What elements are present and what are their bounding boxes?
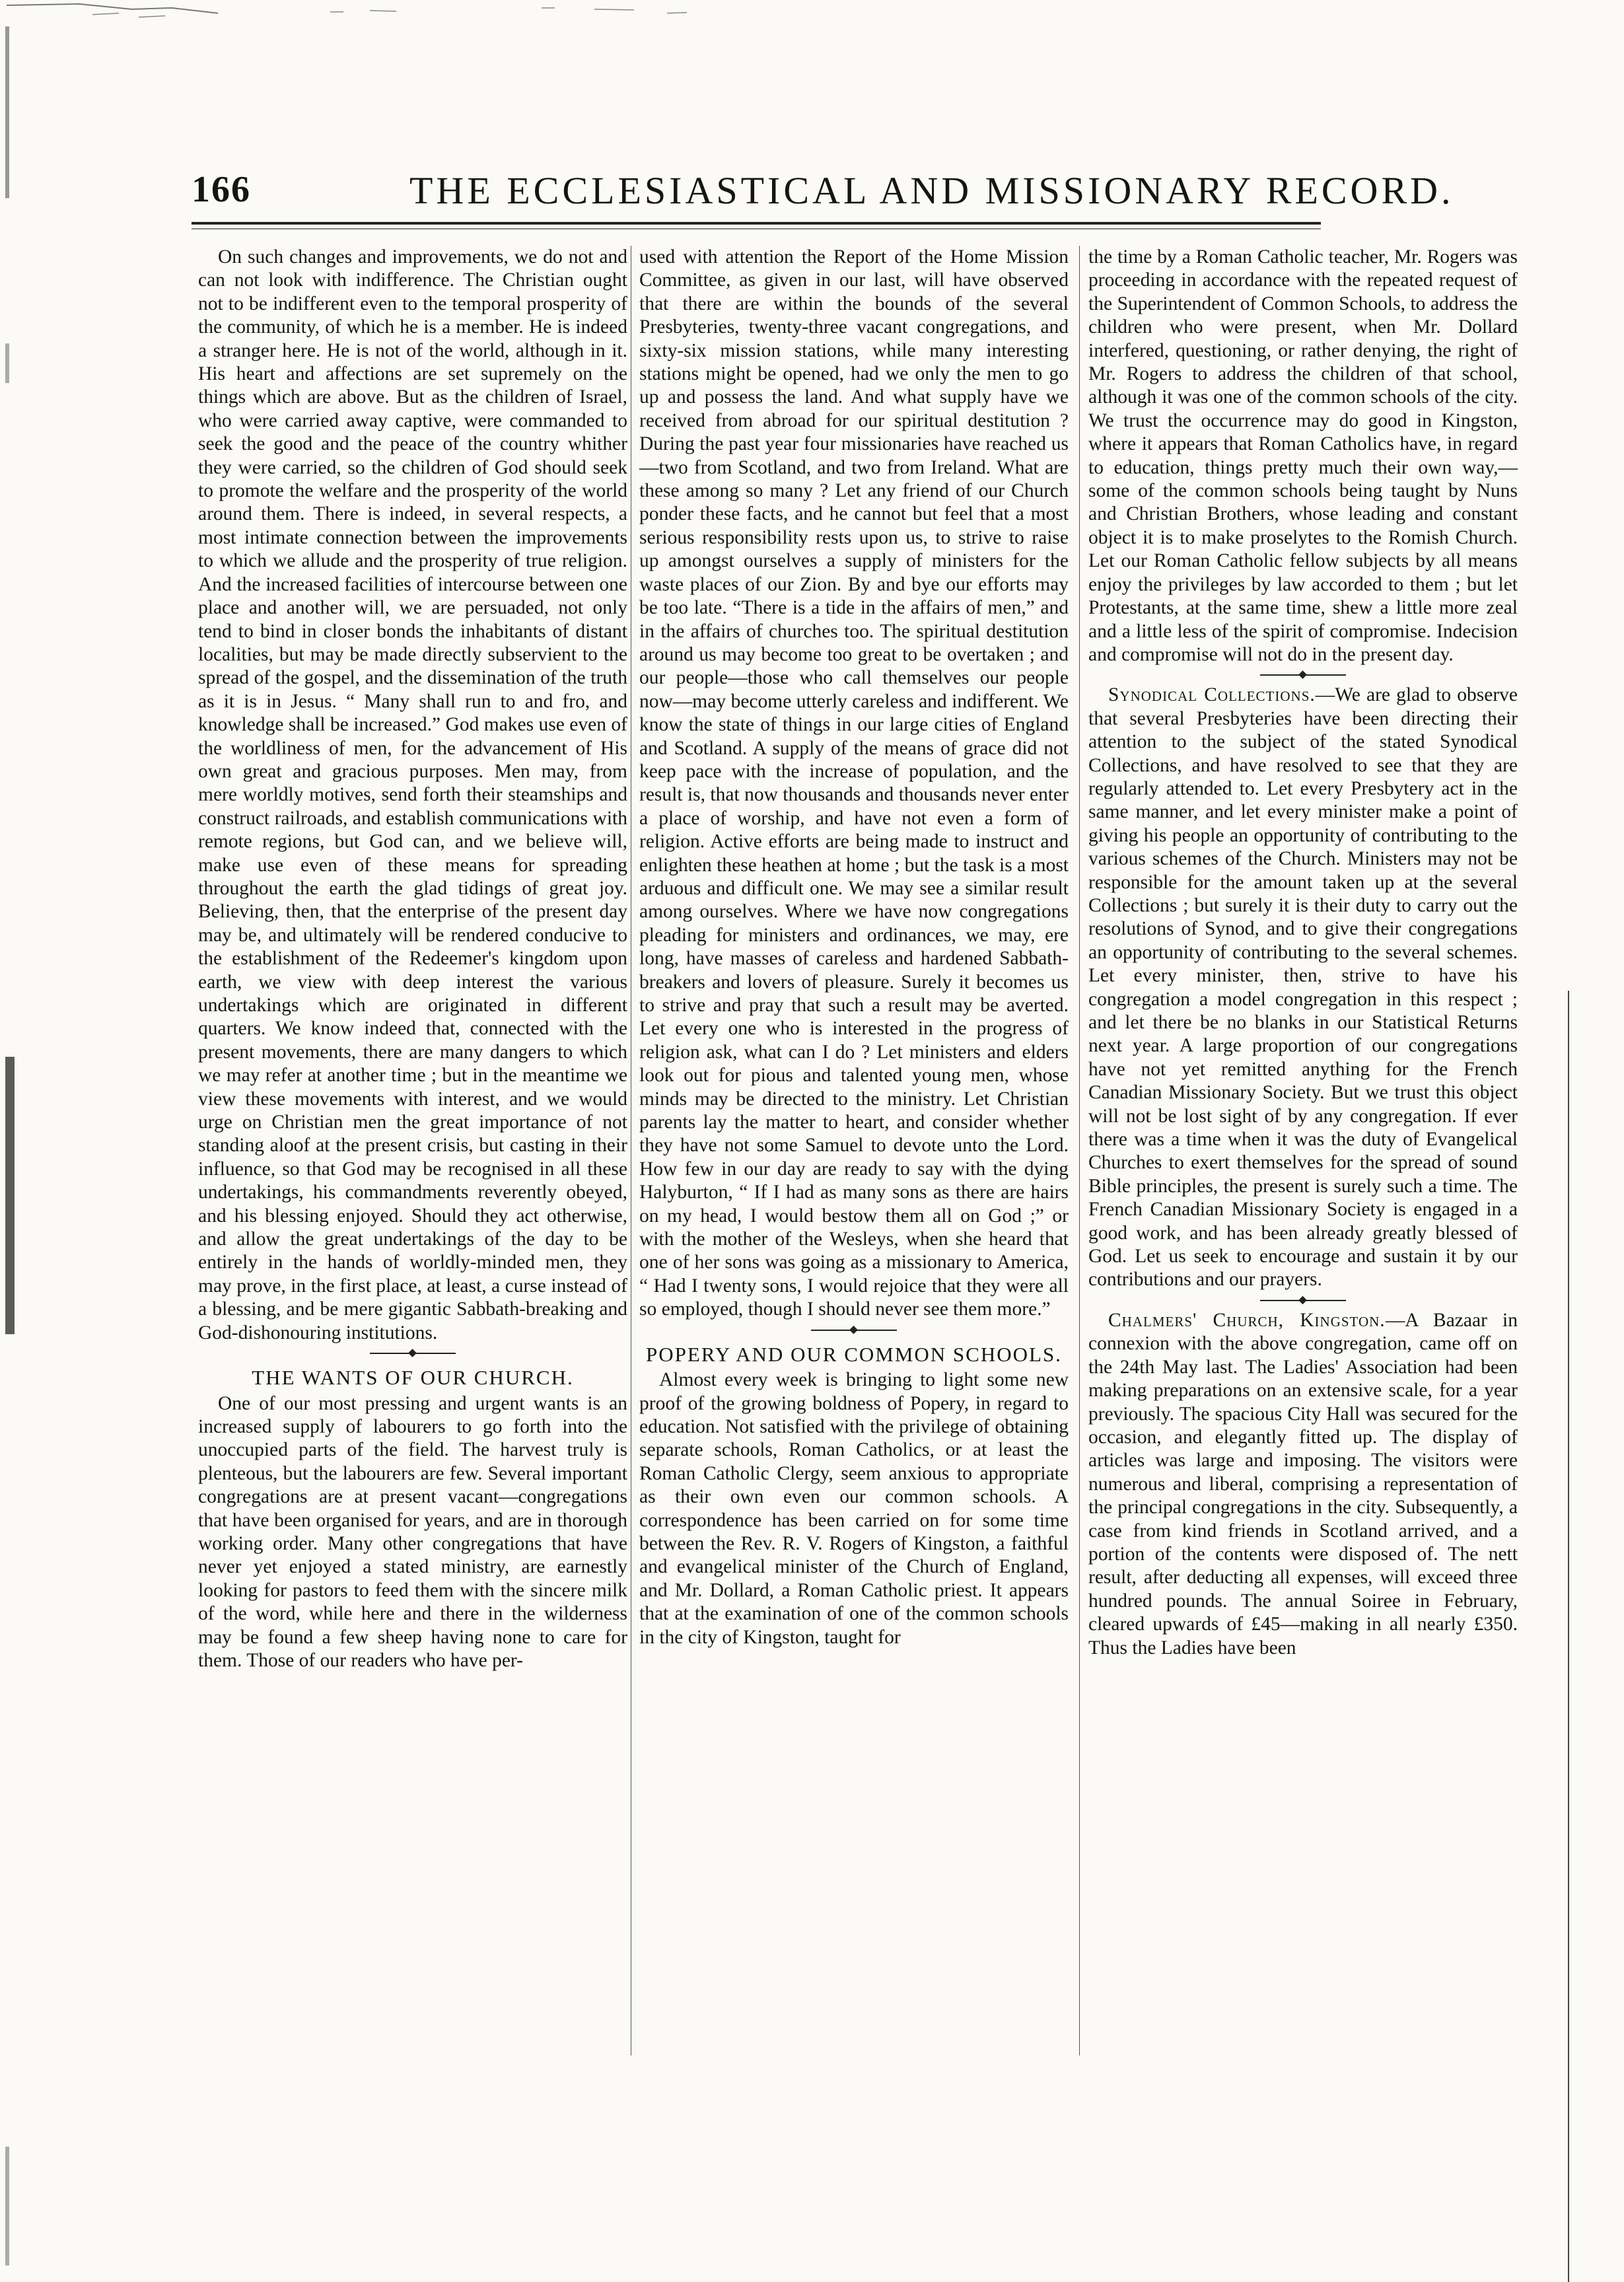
section-title-wants: THE WANTS OF OUR CHURCH. — [252, 1366, 574, 1390]
section-ornament — [1088, 666, 1518, 684]
section-ornament — [639, 1322, 1069, 1339]
article-paragraph: Almost every week is bringing to light some new proof of the growing boldness of Popery, in regard to education. Not satisfied with the privilege of obtaining separate schools, Roman Catholics, or at least the Roman Catholic Clergy, seem anxious to appropriate as their own even our common schools. A correspondence has been carried on for some time between the Rev. R. V. Rogers of Kingston, a faithful and evangelical minister of the Church of England, and Mr. Dollard, a Roman Catholic priest. It appears that at the examination of one of the common schools in the city of Kingston, taught for — [639, 1369, 1069, 1648]
article-paragraph: used with attention the Report of the Home Mission Committee, as given in our last, will have observed that there are within the bounds of the several Presbyteries, twenty-three vacant congregations, and sixty-six mission stations, while many interesting stations might be opened, had we only the men to go up and possess the land. And what supply have we received from abroad for our spiritual destitution ? During the past year four missionaries have reached us—two from Scotland, and two from Ireland. What are these among so many ? Let any friend of our Church ponder these facts, and he cannot but feel that a most serious responsibility rests upon us, to strive to raise up amongst ourselves a supply of ministers for the waste places of our Zion. By and bye our efforts may be too late. “There is a tide in the affairs of men,” and in the affairs of churches too. The spiritual destitution around us may become too great to be overtaken ; and our people—those who call themselves our people now—may become utterly careless and indifferent. We know the state of things in our large cities of England and Scotland. A supply of the means of grace did not keep pace with the increase of population, and the result is, that now thousands and thousands never enter a place of worship, and have not even a form of religion. Active efforts are being made to instruct and enlighten these heathen at home ; but the task is a most arduous and difficult one. We may see a similar result among ourselves. Where we have now congregations pleading for ministers and ordinances, we may, ere long, have masses of careless and hardened Sabbath-breakers and lovers of pleasure. Surely it becomes us to strive and pray that such a result may be averted. Let every one who is interested in the progress of religion ask, what can I do ? Let ministers and elders look out for pious and talented young men, whose minds may be directed to the ministry. Let Christian parents lay the matter to heart, and consider whether they have not some Samuel to devote unto the Lord. How few in our day are ready to say with the dying Halyburton, “ If I had as many sons as there are hairs on my head, I would bestow them all on God ;” or with the mother of the Wesleys, when she heard that one of her sons was going as a missionary to America, “ Had I twenty sons, I would rejoice that they were all so employed, though I should never see them more.” — [639, 246, 1069, 1320]
column-1 — [198, 246, 627, 1672]
article-paragraph: One of our most pressing and urgent wants is an increased supply of labourers to go forth into the unoccupied parts of the field. The harvest truly is plenteous, but the labourers are few. Several important congregations are at present vacant—congregations that have been organised for years, and are in thorough working order. Many other congregations that have never yet enjoyed a stated ministry, are earnestly looking for pastors to feed them with the sincere milk of the word, while here and there in the wilderness may be found a few sheep having none to care for them. Those of our readers who have per- — [198, 1392, 627, 1671]
article-paragraph-synodical — [1088, 684, 1518, 1292]
article-paragraph: On such changes and improvements, we do not and can not look with indifference. The Christian ought not to be indifferent even to the temporal prosperity of the community, of which he is a member. He is indeed a stranger here. He is not of the world, although in it. His heart and affections are set supremely on the things which are above. But as the children of Israel, who were carried away captive, were commanded to seek the good and the peace of the country whither they were carried, so the children of God should seek to promote the welfare and the prosperity of the world around them. There is indeed, in several respects, a most intimate connection between the improvements to which we allude and the prosperity of true religion. And the increased facilities of intercourse between one place and another will, we are persuaded, not only tend to bind in closer bonds the inhabitants of distant localities, but may be made directly subservient to the spread of the gospel, and the dissemination of the truth as it is in Jesus. “ Many shall run to and fro, and knowledge shall be increased.” God makes use even of the worldliness of men, for the advancement of His own great and gracious purposes. Men may, from mere worldly motives, send forth their steamships and construct railroads, and establish communications with remote regions, but God can, and we believe will, make use even of these means for spreading throughout the earth the glad tidings of great joy. Believing, then, that the enterprise of the present day may be, and ultimately will be rendered conducive to the establishment of the Redeemer's kingdom upon earth, we view with deep interest the various undertakings which are originated in different quarters. We know indeed that, connected with the present movements, there are many dangers to which we may refer at another time ; but in the meantime we view these movements with interest, and we would urge on Christian men the great importance of not standing aloof at the present crisis, but casting in their influence, so that God may be recognised in all these undertakings, his commandments reverently obeyed, and his blessing enjoyed. Should they act otherwise, and allow the great undertakings of the day to be entirely in the hands of worldly-minded men, they may prove, in the first place, at least, a curse instead of a blessing, and be mere gigantic Sabbath-breaking and God-dishonouring institutions. — [198, 246, 627, 1343]
column-3 — [1088, 246, 1518, 1660]
article-paragraph: the time by a Roman Catholic teacher, Mr. Rogers was proceeding in accordance with the repeated request of the Superintendent of Common Schools, to address the children who were present, when Mr. Dollard interfered, questioning, or rather denying, the right of Mr. Rogers to address the children of that school, although it was one of the common schools of the city. We trust the occurrence may do good in Kingston, where it appears that Roman Catholics have, in regard to education, things pretty much their own way,—some of the common schools being taught by Nuns and Christian Brothers, whose leading and constant object it is to make proselytes to the Romish Church. Let our Roman Catholic fellow subjects by all means enjoy the privileges by law accorded to them ; but let Protestants, at the same time, shew a little more zeal and a little less of the spirit of compromise. Indecision and compromise will not do in the present day. — [1088, 246, 1518, 665]
header-rule — [192, 222, 1321, 229]
paragraph-text: —We are glad to observe that several Presbyteries have been directing their attention to the subject of the stated Synodical Collections, and have resolved to see that they are regularly attended to. Let every Presbytery act in the same manner, and let every minister make a point of giving his people an opportunity of contributing to the various schemes of the Church. Ministers may not be responsible for the amount taken up at the several Collections ; but surely it is their duty to carry out the resolutions of Synod, and to give their congregations an opportunity of contributing to the several schemes. Let every minister, then, strive to have his congregation a model congregation in this respect ; and let there be no blanks in our Statistical Returns next year. A large proportion of our congregations have not yet remitted anything for the French Canadian Missionary Society. But we trust this object will not be lost sight of by any congregation. If ever there was a time when it was the duty of Evangelical Churches to exert themselves for the spread of sound Bible principles, the present is surely such a time. The French Canadian Missionary Society is engaged in a good work, and has been already greatly blessed of God. Let us seek to encourage and sustain it by our contributions and our prayers. — [1088, 684, 1518, 1291]
column-divider-2 — [1079, 246, 1080, 2055]
section-ornament — [1088, 1292, 1518, 1309]
column-2 — [639, 246, 1069, 1649]
paragraph-text: —A Bazaar in connexion with the above congregation, came off on the 24th May last. The Ladies' Association had been making preparations on an extensive scale, for a year previously. The spacious City Hall was secured for the occasion, and elegantly fitted up. The display of articles was large and imposing. The visitors were numerous and liberal, comprising a representation of the principal congregations in the city. Subsequently, a case from kind friends in Scotland arrived, and a portion of the contents were disposed of. The nett result, after deducting all expenses, will exceed three hundred pounds. The annual Soiree in February, cleared upwards of £45—making in all nearly £350. Thus the Ladies have been — [1088, 1309, 1518, 1658]
running-header — [192, 168, 1454, 215]
scan-artifact-top — [0, 0, 726, 40]
scan-noise-marks — [0, 0, 726, 40]
publication-title: THE ECCLESIASTICAL AND MISSIONARY RECORD. — [409, 169, 1454, 212]
section-title-popery: POPERY AND OUR COMMON SCHOOLS. — [646, 1342, 1062, 1366]
article-paragraph-chalmers — [1088, 1309, 1518, 1660]
run-in-heading: Chalmers' Church, Kingston. — [1108, 1309, 1386, 1331]
page-number: 166 — [192, 169, 251, 210]
scan-artifact-left-edge — [0, 0, 20, 2282]
run-in-heading: Synodical Collections. — [1108, 684, 1316, 706]
section-ornament — [198, 1345, 627, 1362]
scan-artifact-right-line — [1568, 991, 1569, 2282]
